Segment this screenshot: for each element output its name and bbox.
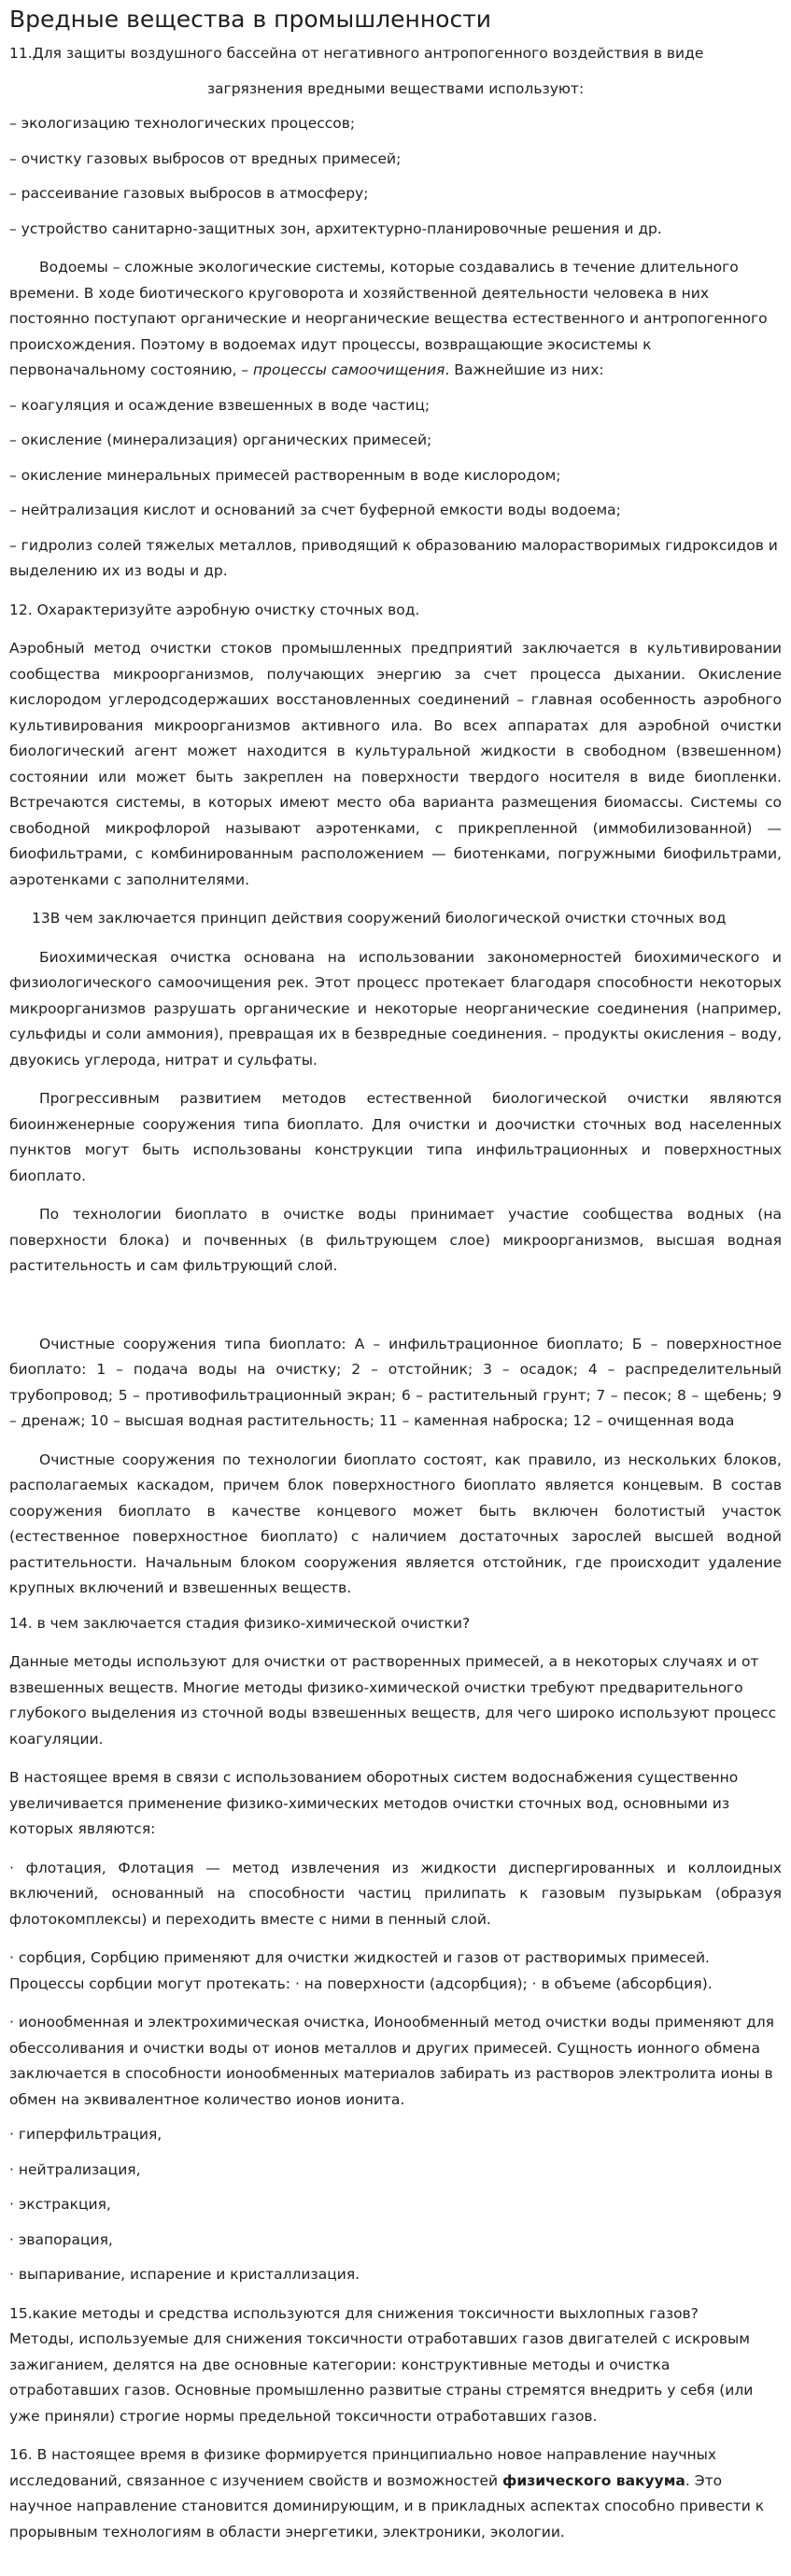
q14-sorption: · сорбция, Сорбцию применяют для очистки жидкостей и газов от растворимых примесей. Процессы сорбции могут протекать: · на поверхности (адсорбция); · в объеме (абсорбция). [9,1949,713,1992]
water-intro-post: . Важнейшие из них: [445,361,604,378]
water-intro-pre: Водоемы – сложные экологические системы, которые создавались в течение длительного времени. В ходе биотического круговорота и хозяйственной деятельности человека в них постоянно поступают органические и неорганические вещества естественного и антропогенного происхождения. Поэтому в водоемах идут процессы, возвращающие экосистемы к первоначальному состоянию, – [9,259,768,378]
q16-paragraph [9,2442,782,2545]
page-title: Вредные вещества в промышленности [9,6,492,33]
q14-paragraph-1: Данные методы используют для очистки от растворенных примесей, а в некоторых случаях и от взвешенных веществ. Многие методы физико-химической очистки требуют предварительного глубокого выделения из сточной воды взвешенных веществ, для чего широко используют процесс коагуляции. [9,1653,777,1748]
list-item: · экстракция, [9,2196,111,2213]
list-item: – очистку газовых выбросов от вредных примесей; [9,149,402,167]
water-intro [9,255,782,384]
q15-body: Методы, используемые для снижения токсичности отработавших газов двигателей с искровым зажиганием, делятся на две основные категории: конструктивные методы и очистка отработавших газов. Основные промышленно развитые страны стремятся внедрить у себя (или уже приняли) строгие нормы предельной токсичности отработавших газов. [9,2330,754,2425]
q14-list [9,2122,782,2288]
list-item: – устройство санитарно-защитных зон, архитектурно-планировочные решения и др. [9,219,662,237]
q13-figure-caption: Очистные сооружения типа биоплато: А – инфильтрационное биоплато; Б – поверхностное биоплато: 1 – подача воды на очистку; 2 – отстойник; 3 – осадок; 4 – распределительный трубопровод; 5 – противофильтрационный экран; 6 – растительный грунт; 7 – песок; 8 – щебень; 9 – дренаж; 10 – высшая водная растительность; 11 – каменная наброска; 12 – очищенная вода [9,1335,782,1429]
q11-heading-line1: 11.Для защиты воздушного бассейна от негативного антропогенного воздействия в виде [9,45,704,62]
list-item: – рассеивание газовых выбросов в атмосферу; [9,185,369,202]
q15-heading: 15.какие методы и средства используются для снижения токсичности выхлопных газов? [9,2304,699,2322]
q11-list [9,111,782,242]
list-item: · гиперфильтрация, [9,2126,162,2143]
list-item: – коагуляция и осаждение взвешенных в воде частиц; [9,396,431,414]
q13-paragraph-3: По технологии биоплато в очистке воды принимает участие сообщества водных (на поверхности блока) и почвенных (в фильтрующем слое) микроорганизмов, высшая водная растительность и сам фильтрующий слой. [9,1206,782,1274]
q13-paragraph-5: Очистные сооружения по технологии биоплато состоят, как правило, из нескольких блоков, располагаемых каскадом, причем блок поверхностного биоплато является концевым. В состав сооружения биоплато в качестве концевого может быть включен болотистый участок (естественное поверхностное биоплато) с наличием достаточных зарослей высшей водной растительности. Начальным блоком сооружения является отстойник, где происходит удаление крупных включений и взвешенных веществ. [9,1451,782,1596]
q14-paragraph-2: В настоящее время в связи с использованием оборотных систем водоснабжения существенно увеличивается применение физико-химических методов очистки сточных вод, основными из которых являются: [9,1769,739,1837]
list-item: · выпаривание, испарение и кристаллизация. [9,2266,360,2283]
list-item: – экологизацию технологических процессов; [9,115,356,132]
list-item: · нейтрализация, [9,2160,141,2178]
q14-heading: 14. в чем заключается стадия физико-химической очистки? [9,1614,471,1632]
q12-body: Аэробный метод очистки стоков промышленных предприятий заключается в культивировании сообщества микроорганизмов, получающих энергию за счет процесса дыхании. Окисление кислородом углеродсодержаших восстановленных соединений – главная особенность аэробного культивирования микроорганизмов активного ила. Во всех аппаратах для аэробной очистки биологический агент может находится в культуральной жидкости в свободном (взвешенном) состоянии или может быть закреплен на поверхности твердого носителя в виде биопленки. Встречаются системы, в которых имеют место оба варианта размещения биомассы. Системы со свободной микрофлорой называют аэротенками, с прикрепленной (иммобилизованной) — биофильтрами, с комбинированным расположением — биотенками, погружными биофильтрами, аэротенками с заполнителями. [9,640,782,888]
q11-heading-line2: загрязнения вредными веществами используют: [206,79,585,97]
water-intro-italic: процессы самоочищения [253,361,445,378]
list-item: · эвапорация, [9,2230,113,2248]
q14-ion-exchange: · ионообменная и электрохимическая очистка, Ионообменный метод очистки воды применяют для обессоливания и очистки воды от ионов металлов и других примесей. Сущность ионного обмена заключается в способности ионообменных материалов забирать из растворов электролита ионы в обмен на эквивалентное количество ионов ионита. [9,2014,774,2108]
q16-pre: 16. В настоящее время в физике формируется принципиально новое направление научных исследований, связанное с изучением свойств и возможностей [9,2446,717,2489]
q16-bold-term: физического вакуума [502,2471,685,2489]
q16-post: . Это научное направление становится доминирующим, и в прикладных аспектах способно привести к прорывным технологиям в области энергетики, электроники, экологии. [9,2471,765,2541]
q13-heading: 13В чем заключается принцип действия сооружений биологической очистки сточных вод [32,910,727,927]
q12-heading: 12. Охарактеризуйте аэробную очистку сточных вод. [9,601,420,618]
list-item: – гидролиз солей тяжелых металлов, приводящий к образованию малорастворимых гидроксидов и выделению их из воды и др. [9,536,778,579]
q13-paragraph-1: Биохимическая очистка основана на использовании закономерностей биохимического и физиологического самоочищения рек. Этот процесс протекает благодаря способности некоторых микроорганизмов разрушать органические и некоторые неорганические соединения (например, сульфиды и соли аммония), превращая их в безвредные соединения. – продукты окисления – воду, двуокись углерода, нитрат и сульфаты. [9,948,782,1069]
list-item: – нейтрализация кислот и оснований за счет буферной емкости воды водоема; [9,502,621,518]
water-list [9,393,782,585]
list-item: – окисление минеральных примесей растворенным в воде кислородом; [9,466,561,484]
list-item: – окисление (минерализация) органических примесей; [9,432,432,448]
q13-paragraph-2: Прогрессивным развитием методов естественной биологической очистки являются биоинженерные сооружения типа биоплато. Для очистки и доочистки сточных вод населенных пунктов могут быть использованы конструкции типа инфильтрационных и поверхностных биоплато. [9,1090,782,1184]
q14-flotation: · флотация, Флотация — метод извлечения из жидкости диспергированных и коллоидных включений, основанный на способности частиц прилипать к газовым пузырькам (образуя флотокомплексы) и переходить вместе с ними в пенный слой. [9,1859,782,1928]
